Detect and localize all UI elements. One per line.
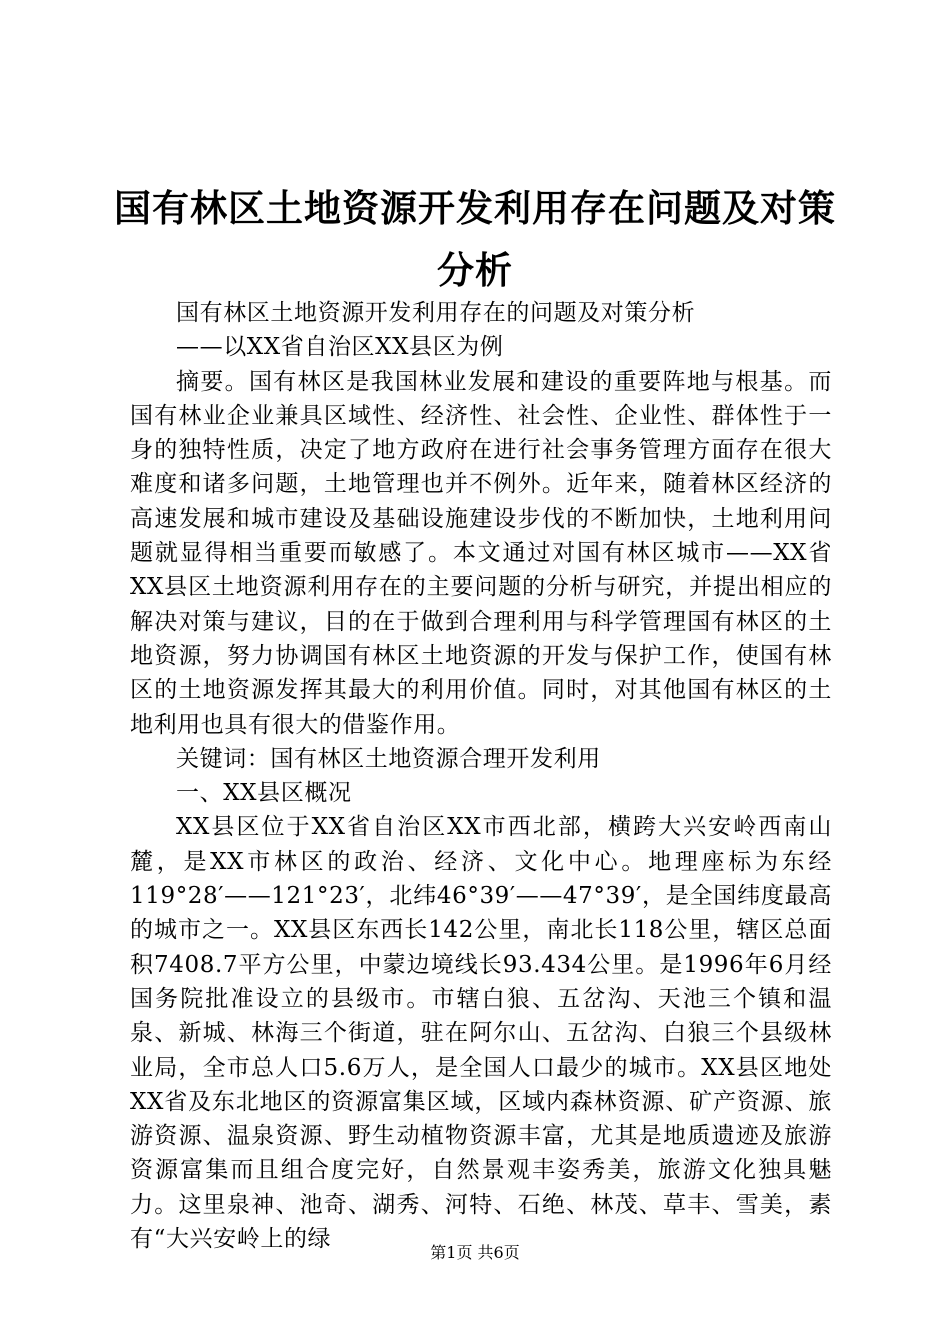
page-number-footer: 第1页 共6页 [430, 1243, 520, 1262]
document-title: 国有林区土地资源开发利用存在问题及对策分析 [114, 187, 836, 292]
abstract-paragraph: 摘要。国有林区是我国林业发展和建设的重要阵地与根基。而国有林业企业兼具区域性、经济性、社会性、企业性、群体性于一身的独特性质，决定了地方政府在进行社会事务管理方面存在很大难度和诸多问题，土地管理也并不例外。近年来，随着林区经济的高速发展和城市建设及基础设施建设步伐的不断加快，土地利用问题就显得相当重要而敏感了。本文通过对国有林区城市——XX省XX县区土地资源利用存在的主要问题的分析与研究，并提出相应的解决对策与建议，目的在于做到合理利用与科学管理国有林区的土地资源，努力协调国有林区土地资源的开发与保护工作，使国有林区的土地资源发挥其最大的利用价值。同时，对其他国有林区的土地利用也具有很大的借鉴作用。 [130, 368, 832, 738]
section-heading: 一、XX县区概况 [176, 780, 352, 807]
overview-paragraph: XX县区位于XX省自治区XX市西北部，横跨大兴安岭西南山麓，是XX市林区的政治、经济、文化中心。地理座标为东经119°28′——121°23′，北纬46°39′——47°39′，是全国纬度最高的城市之一。XX县区东西长142公里，南北长118公里，辖区总面积7408.7平方公里，中蒙边境线长93.434公里。是1996年6月经国务院批准设立的县级市。市辖白狼、五岔沟、天池三个镇和温泉、新城、林海三个街道，驻在阿尔山、五岔沟、白狼三个县级林业局，全市总人口5.6万人，是全国人口最少的城市。XX县区地处XX省及东北地区的资源富集区域，区域内森林资源、矿产资源、旅游资源、温泉资源、野生动植物资源丰富，尤其是地质遗迹及旅游资源富集而且组合度完好，自然景观丰姿秀美，旅游文化独具魅力。这里泉神、池奇、湖秀、河特、石绝、林茂、草丰、雪美，素有“大兴安岭上的绿 [130, 814, 832, 1253]
document-body [130, 296, 832, 1256]
keywords-paragraph: 关键词：国有林区土地资源合理开发利用 [176, 745, 601, 772]
subtitle-paragraph: 国有林区土地资源开发利用存在的问题及对策分析 [176, 300, 696, 326]
subtitle-example-paragraph: ——以XX省自治区XX县区为例 [176, 334, 504, 361]
